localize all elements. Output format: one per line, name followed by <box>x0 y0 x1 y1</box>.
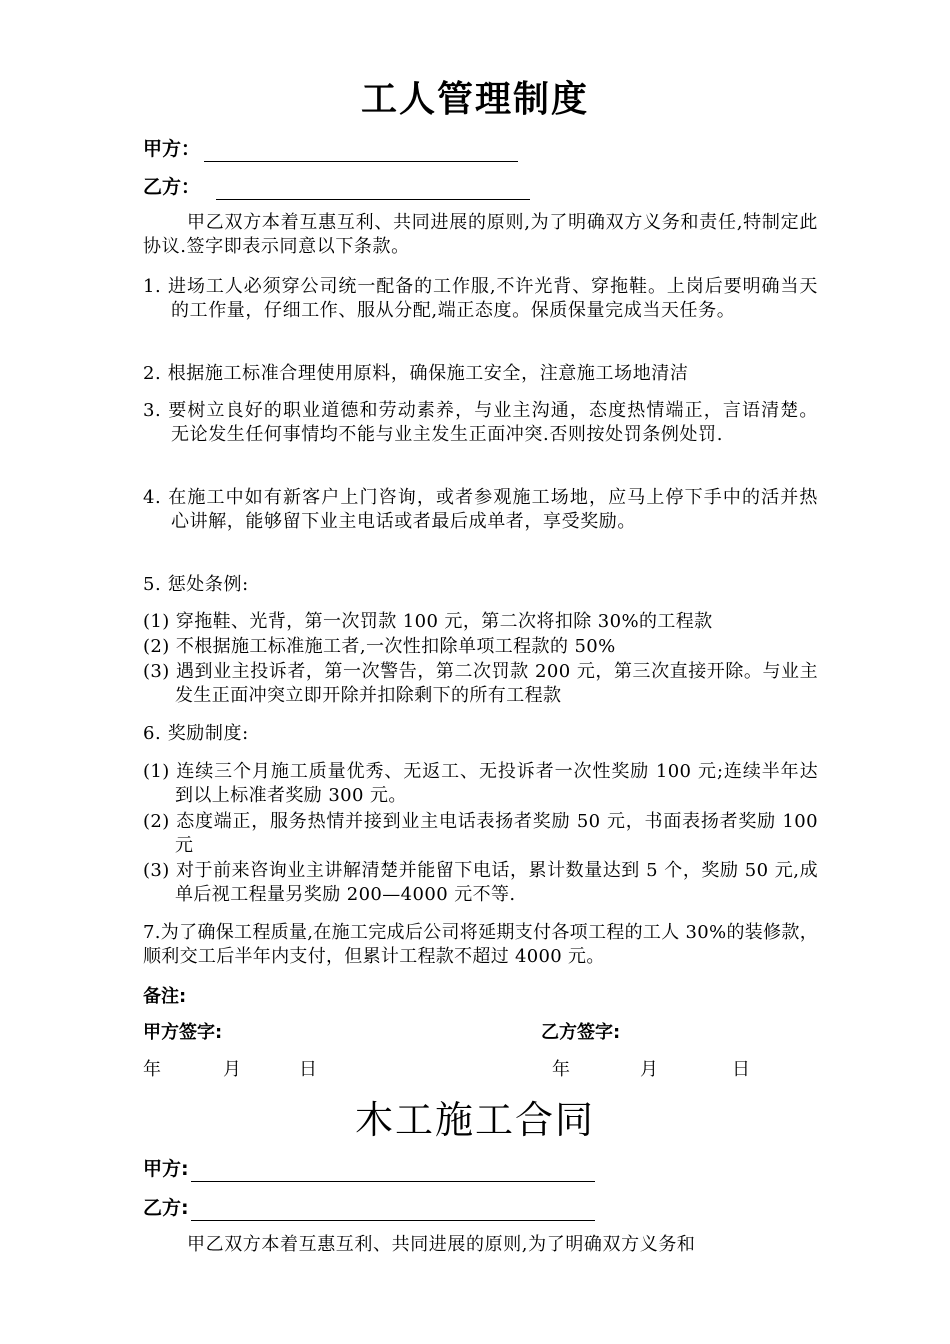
date-month: 月 <box>223 1059 241 1080</box>
clause-7: 7.为了确保工程质量,在施工完成后公司将延期支付各项工程的工人 30%的装修款，顺利交工后半年内支付，但累计工程款不超过 4000 元。 <box>143 922 818 967</box>
intro-paragraph: 甲乙双方本着互惠互利、共同进展的原则,为了明确双方义务和责任,特制定此协议.签字即表示同意以下条款。 <box>143 212 818 257</box>
notes-label: 备注: <box>143 986 187 1007</box>
contract-party-a-label: 甲方: <box>143 1158 189 1180</box>
party-a-row <box>143 136 518 162</box>
reward-heading: 6. 奖励制度: <box>143 723 249 744</box>
date-day: 日 <box>732 1059 750 1080</box>
reward-2: (2) 态度端正，服务热情并接到业主电话表扬者奖励 50 元，书面表扬者奖励 100 元 <box>143 811 818 856</box>
date-month: 月 <box>640 1059 658 1080</box>
party-a-date <box>143 1058 343 1082</box>
party-b-row <box>143 174 530 200</box>
contract-party-b-label: 乙方: <box>143 1197 189 1219</box>
clause-1: 1. 进场工人必须穿公司统一配备的工作服,不许光背、穿拖鞋。上岗后要明确当天的工作量，仔细工作、服从分配,端正态度。保质保量完成当天任务。 <box>143 276 818 321</box>
contract-title: 木工施工合同 <box>354 1098 595 1142</box>
date-day: 日 <box>299 1059 317 1080</box>
penalty-3: (3) 遇到业主投诉者，第一次警告，第二次罚款 200 元，第三次直接开除。与业主发生正面冲突立即开除并扣除剩下的所有工程款 <box>143 661 818 706</box>
party-b-blank-line <box>216 179 530 200</box>
clause-3: 3. 要树立良好的职业道德和劳动素养，与业主沟通，态度热情端正，言语清楚。无论发生任何事情均不能与业主发生正面冲突.否则按处罚条例处罚. <box>143 400 818 445</box>
penalty-2: (2) 不根据施工标准施工者,一次性扣除单项工程款的 50% <box>143 636 616 657</box>
clause-2: 2. 根据施工标准合理使用原料，确保施工安全，注意施工场地清洁 <box>143 363 689 384</box>
reward-3: (3) 对于前来咨询业主讲解清楚并能留下电话，累计数量达到 5 个，奖励 50 元,成单后视工程量另奖励 200—4000 元不等. <box>143 860 818 905</box>
contract-party-a-blank-line <box>191 1161 595 1182</box>
contract-intro: 甲乙双方本着互惠互利、共同进展的原则,为了明确双方义务和 <box>187 1234 696 1255</box>
date-year: 年 <box>552 1059 570 1080</box>
penalty-1: (1) 穿拖鞋、光背，第一次罚款 100 元，第二次将扣除 30%的工程款 <box>143 611 713 632</box>
party-a-signature-label: 甲方签字: <box>143 1022 223 1043</box>
date-year: 年 <box>143 1059 161 1080</box>
party-b-label: 乙方： <box>143 176 201 198</box>
contract-party-a-row <box>143 1156 595 1182</box>
clause-4: 4. 在施工中如有新客户上门咨询，或者参观施工场地，应马上停下手中的活并热心讲解，能够留下业主电话或者最后成单者，享受奖励。 <box>143 487 818 532</box>
party-a-label: 甲方： <box>143 138 201 160</box>
contract-party-b-blank-line <box>191 1200 595 1221</box>
party-b-signature-label: 乙方签字: <box>541 1022 621 1043</box>
penalty-heading: 5. 惩处条例: <box>143 574 249 595</box>
contract-party-b-row <box>143 1195 595 1221</box>
party-a-blank-line <box>204 141 518 162</box>
reward-1: (1) 连续三个月施工质量优秀、无返工、无投诉者一次性奖励 100 元;连续半年达到以上标准者奖励 300 元。 <box>143 761 818 806</box>
doc-title: 工人管理制度 <box>360 79 589 120</box>
party-b-date <box>552 1058 772 1082</box>
